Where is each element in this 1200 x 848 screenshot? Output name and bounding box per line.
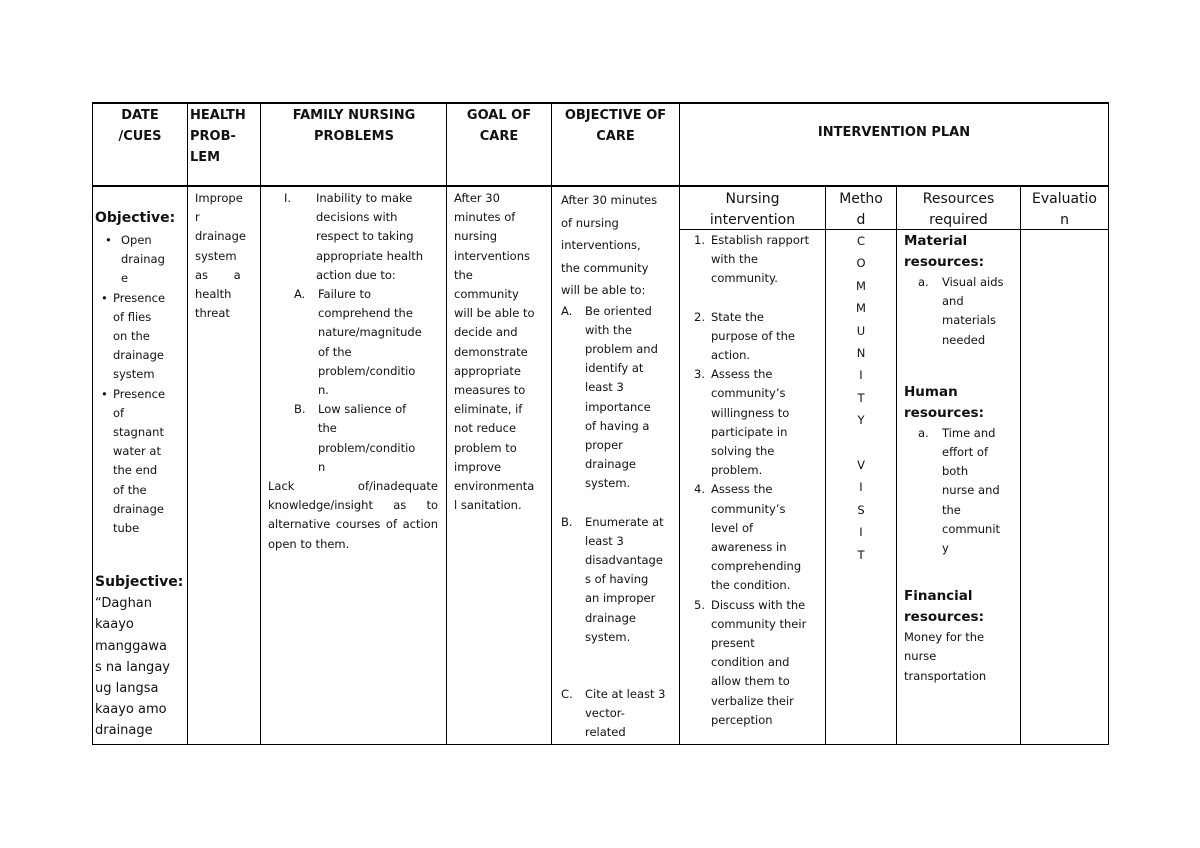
- objective-item-c-text: Cite at least 3 vector- related: [585, 686, 666, 740]
- method-letter: T: [857, 547, 865, 562]
- objective-item-c: [561, 685, 677, 743]
- subjective-label: Subjective:: [95, 574, 184, 591]
- financial-text: Money for the nurse transportation: [904, 630, 987, 683]
- intervention-text: State the purpose of the action.: [711, 309, 795, 363]
- method-letter: O: [856, 256, 866, 271]
- material-item: [904, 273, 1018, 350]
- intervention-item: [684, 596, 824, 730]
- objective-item-3: Presence of stagnant water at the end of the drainage tube: [113, 386, 166, 536]
- problem-sub-b-letter: B.: [294, 402, 306, 417]
- interventions-cell: [684, 231, 824, 730]
- method-letter: S: [857, 502, 865, 517]
- subjective-text: “Daghan kaayo manggawa s na langay ug langsa kaayo amo drainage: [95, 596, 170, 739]
- objective-item-1: Open drainag e: [121, 233, 165, 286]
- intervention-text: Assess the community’s level of awareness in comprehending the condition.: [711, 482, 802, 593]
- material-resources-label: Material resources:: [904, 233, 984, 270]
- objective-cell: [561, 189, 677, 743]
- col-divider-2: [260, 102, 261, 745]
- objective-item-b-text: Enumerate at least 3 disadvantage s of having an improper drainage system.: [585, 514, 664, 644]
- objective-label: Objective:: [95, 210, 176, 226]
- human-item-letter: a.: [918, 425, 929, 440]
- objective-item-a-letter: A.: [561, 303, 573, 318]
- intervention-number: 4.: [694, 482, 705, 497]
- method-letter: N: [856, 346, 866, 361]
- problem-main-number: I.: [284, 191, 292, 205]
- intervention-number: 1.: [694, 233, 705, 247]
- human-item: [904, 424, 1018, 558]
- problem-sub-b: [266, 400, 442, 477]
- list-item: [91, 385, 185, 539]
- table-border-bottom: [92, 744, 1109, 745]
- method-letter: Y: [857, 413, 865, 428]
- human-item-text: Time and effort of both nurse and the communit y: [942, 425, 1001, 556]
- problem-sub-a: [266, 285, 442, 400]
- resources-cell: [904, 231, 1018, 686]
- intervention-text: Establish rapport with the community.: [711, 233, 810, 286]
- intervention-item: [684, 480, 824, 595]
- header-date-cues: DATE /CUES: [118, 108, 162, 144]
- lack-text: Lack of/inadequate knowledge/insight as to alternative courses of action open to them.: [268, 479, 438, 551]
- family-problems-cell: [266, 189, 442, 554]
- human-resources-label: Human resources:: [904, 383, 984, 421]
- header-intervention-plan: INTERVENTION PLAN: [817, 125, 971, 140]
- problem-sub-b-text: Low salience of the problem/conditio n: [318, 402, 416, 474]
- material-item-text: Visual aids and materials needed: [942, 275, 1004, 347]
- material-item-letter: a.: [918, 275, 929, 289]
- method-letter: M: [856, 278, 866, 293]
- objective-item-b: [561, 513, 677, 647]
- goal-text: After 30 minutes of nursing interventions the community will be able to decide and demonstrate appropriate measures to eliminate, if not reduce problem to improve environmenta l sanitation.: [454, 191, 535, 513]
- table-border-top: [92, 102, 1109, 104]
- objective-item-2: Presence of flies on the drainage system: [113, 290, 166, 382]
- objective-item-c-letter: C.: [561, 686, 573, 701]
- intervention-item: [684, 365, 824, 480]
- intervention-number: 3.: [694, 367, 705, 382]
- intervention-number: 5.: [694, 597, 705, 612]
- header-health-problem: HEALTH PROB- LEM: [190, 108, 246, 165]
- health-problem-text: Imprope r drainage system as a health threat: [195, 191, 246, 321]
- intervention-text: Assess the community’s willingness to participate in solving the problem.: [711, 367, 790, 478]
- method-letter: I: [859, 525, 863, 540]
- method-letter: I: [859, 368, 863, 383]
- col-divider-7: [896, 186, 897, 745]
- subheader-nursing-intervention: Nursing intervention: [709, 191, 796, 228]
- method-letter: I: [859, 480, 863, 495]
- method-letter: V: [857, 458, 865, 473]
- objective-list: [95, 231, 185, 538]
- intervention-text: Discuss with the community their present condition and allow them to verbalize their perception: [711, 597, 807, 727]
- problem-main: [266, 189, 442, 285]
- col-divider-8: [1020, 186, 1021, 745]
- method-letter: M: [856, 301, 866, 316]
- method-letter: T: [857, 390, 865, 405]
- problem-sub-a-text: Failure to comprehend the nature/magnitude of the problem/conditio n.: [318, 287, 422, 398]
- subheader-resources-required: Resources required: [922, 191, 995, 228]
- col-divider-1: [187, 102, 188, 745]
- financial-resources-label: Financial resources:: [904, 588, 984, 626]
- intervention-item: [684, 231, 824, 289]
- objective-item-a: [561, 302, 677, 494]
- objective-item-b-letter: B.: [561, 514, 573, 529]
- cues-cell: [95, 208, 185, 742]
- objective-intro: After 30 minutes of nursing interventions, the community will be able to:: [561, 193, 658, 297]
- method-letter: U: [856, 323, 866, 338]
- intervention-number: 2.: [694, 309, 705, 324]
- subheader-method: Metho d: [839, 191, 883, 228]
- method-letter: C: [856, 234, 866, 248]
- problem-sub-a-letter: A.: [294, 287, 306, 302]
- objective-item-a-text: Be oriented with the problem and identify at least 3 importance of having a proper drainage system.: [585, 303, 658, 491]
- header-family-nursing-problems: FAMILY NURSING PROBLEMS: [292, 108, 416, 144]
- header-divider: [92, 185, 1109, 187]
- header-goal-of-care: GOAL OF CARE: [466, 108, 532, 144]
- table-border-right: [1108, 102, 1109, 745]
- header-objective-of-care: OBJECTIVE OF CARE: [564, 108, 667, 144]
- col-divider-3: [446, 102, 447, 745]
- list-item: [95, 231, 185, 289]
- intervention-item: [684, 308, 824, 366]
- problem-main-text: Inability to make decisions with respect to taking appropriate health action due to:: [316, 191, 424, 282]
- subheader-evaluation: Evaluatio n: [1032, 191, 1097, 228]
- list-item: [91, 289, 185, 385]
- method-letter: [826, 432, 896, 454]
- method-letters: [826, 230, 896, 566]
- col-divider-4: [551, 102, 552, 745]
